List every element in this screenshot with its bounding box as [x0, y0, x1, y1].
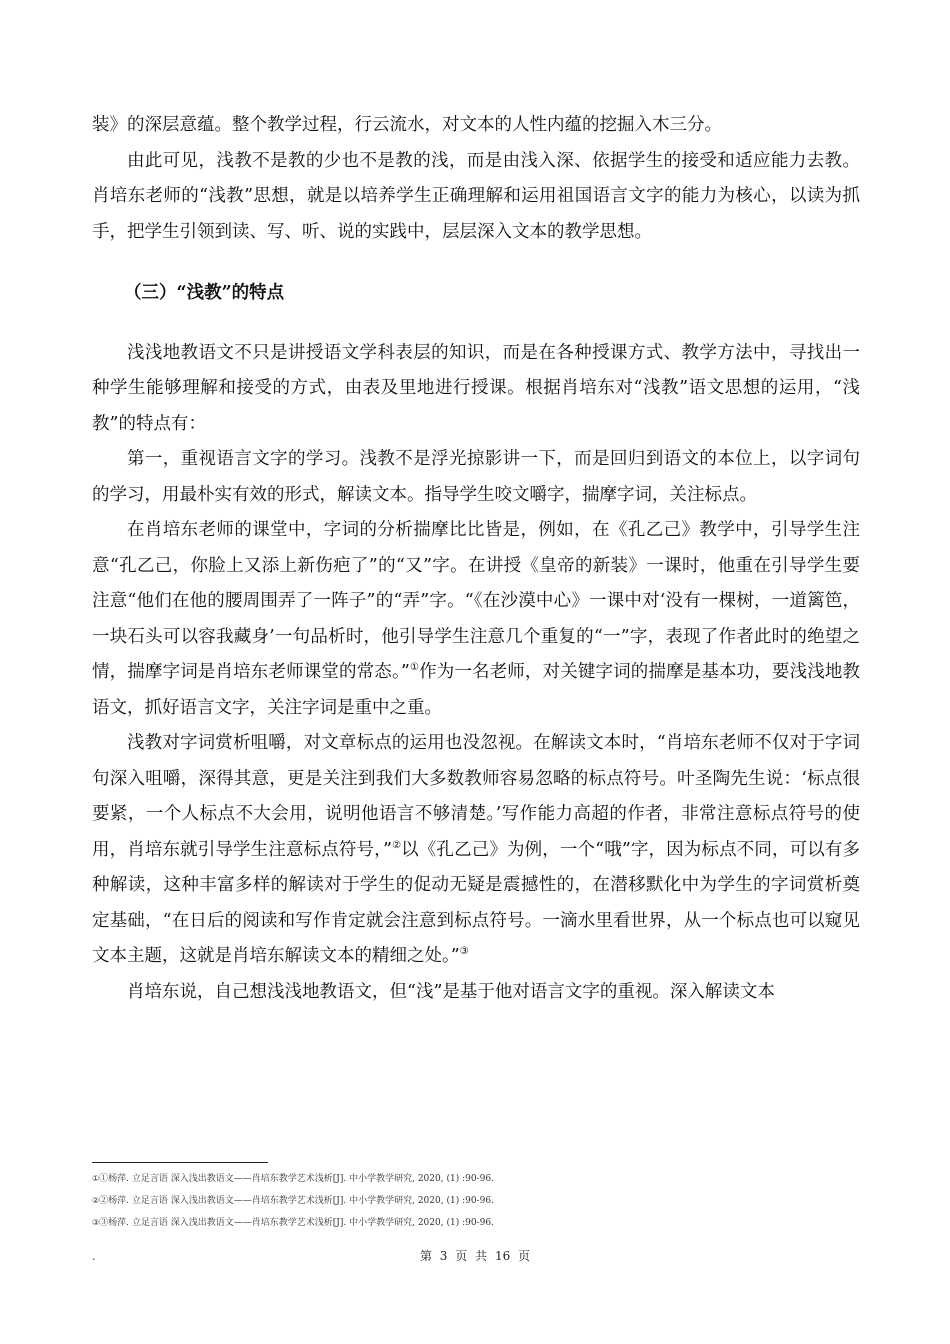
- body-text: [92, 108, 860, 1010]
- paragraph-5: [92, 513, 860, 726]
- paragraph-6-part-b: 以《孔乙己》为例，一个“哦”字，因为标点不同，可以有多种解读，这种丰富多样的解读对于学生的促动无疑是震撼性的，在潜移默化中为学生的字词赏析奠定基础，“在日后的阅读和写作肯定就会注意到标点符号。一滴水里看世界，从一个标点也可以窥见文本主题，这就是肖培东解读文本的精细之处。”: [92, 839, 860, 966]
- paragraph-3: 浅浅地教语文不只是讲授语文学科表层的知识，而是在各种授课方式、教学方法中，寻找出一种学生能够理解和接受的方式，由表及里地进行授课。根据肖培东对“浅教”语文思想的运用，“浅教”的特点有：: [92, 342, 860, 434]
- page-label: 页: [455, 1249, 468, 1263]
- footnote-ref-3[interactable]: ③: [459, 946, 469, 958]
- section-heading: （三）“浅教”的特点: [124, 283, 285, 303]
- page-suffix: 页: [518, 1249, 531, 1263]
- footnote-ref-1[interactable]: ①: [409, 662, 420, 674]
- footer-dot: .: [92, 1250, 96, 1263]
- footnote-mark: ①: [92, 1174, 100, 1183]
- footnote-3: [92, 1212, 860, 1234]
- paragraph-6: [92, 726, 860, 975]
- footnote-text: ①杨萍. 立足言语 深入浅出教语文——肖培东教学艺术浅析[J]. 中小学教学研究, 2020, (1) :90-96.: [99, 1174, 494, 1184]
- footnote-mark: ③: [92, 1218, 100, 1227]
- footnote-ref-2[interactable]: ②: [391, 839, 402, 851]
- footnote-divider: [92, 1162, 268, 1163]
- paragraph-5-part-a: 在肖培东老师的课堂中，字词的分析揣摩比比皆是，例如，在《孔乙己》教学中，引导学生注意“孔乙己，你脸上又添上新伤疤了”的“又”字。在讲授《皇帝的新装》一课时，他重在引导学生要注意“他们在他的腰周围弄了一阵子”的“弄”字。“《在沙漠中心》一课中对‘没有一棵树，一道篱笆，一块石头可以容我藏身’一句品析时，他引导学生注意几个重复的“一”字，表现了作者此时的绝望之情，揣摩字词是肖培东老师课堂的常态。”: [92, 520, 860, 682]
- paragraph-5-part-b: 作为一名老师，对关键字词的揣摩是基本功，要浅浅地教语文，抓好语言文字，关注字词是重中之重。: [92, 662, 861, 718]
- paragraph-7: 肖培东说，自己想浅浅地教语文，但“浅”是基于他对语言文字的重视。深入解读文本: [127, 981, 775, 1002]
- footnote-text: ②杨萍. 立足言语 深入浅出教语文——肖培东教学艺术浅析[J]. 中小学教学研究, 2020, (1) :90-96.: [99, 1196, 494, 1206]
- paragraph-4: 第一，重视语言文字的学习。浅教不是浮光掠影讲一下，而是回归到语文的本位上，以字词句的学习，用最朴实有效的形式，解读文本。指导学生咬文嚼字，揣摩字词，关注标点。: [92, 449, 860, 505]
- paragraph-1: 装》的深层意蕴。整个教学过程，行云流水，对文本的人性内蕴的挖掘入木三分。: [92, 115, 722, 135]
- footnote-mark: ②: [92, 1196, 100, 1205]
- page-current: 3: [439, 1249, 448, 1263]
- page-number: [0, 1247, 950, 1264]
- page-total: 16: [494, 1249, 511, 1263]
- footnotes: [92, 1168, 860, 1234]
- page-total-label: 共: [475, 1249, 488, 1263]
- footnote-2: [92, 1190, 860, 1212]
- paragraph-2: 由此可见，浅教不是教的少也不是教的浅，而是由浅入深、依据学生的接受和适应能力去教。肖培东老师的“浅教”思想，就是以培养学生正确理解和运用祖国语言文字的能力为核心，以读为抓手，把学生引领到读、写、听、说的实践中，层层深入文本的教学思想。: [92, 150, 860, 242]
- footnote-text: ③杨萍. 立足言语 深入浅出教语文——肖培东教学艺术浅析[J]. 中小学教学研究, 2020, (1) :90-96.: [99, 1218, 494, 1228]
- page-prefix: 第: [419, 1249, 432, 1263]
- footnote-1: [92, 1168, 860, 1190]
- paragraph-6-part-a: 浅教对字词赏析咀嚼，对文章标点的运用也没忽视。在解读文本时，“肖培东老师不仅对于字词句深入咀嚼，深得其意，更是关注到我们大多数教师容易忽略的标点符号。叶圣陶先生说：‘标点很要紧，一个人标点不大会用，说明他语言不够清楚。’写作能力高超的作者，非常注意标点符号的使用，肖培东就引导学生注意标点符号，”: [92, 733, 860, 860]
